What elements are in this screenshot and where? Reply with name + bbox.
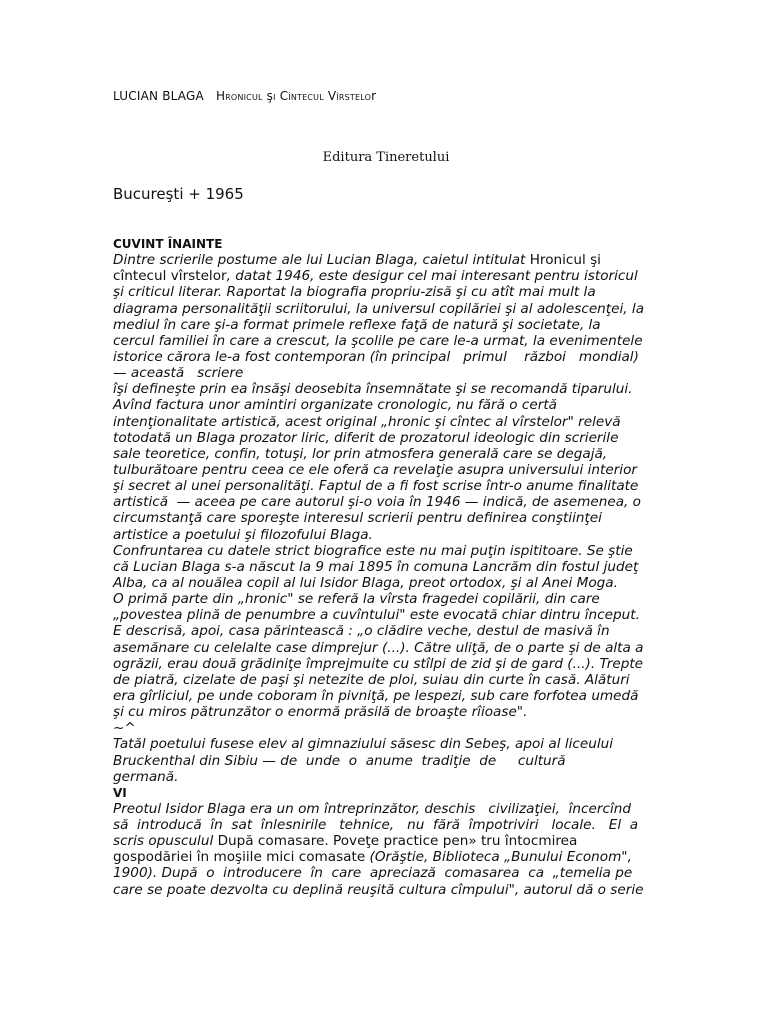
text-line xyxy=(113,720,657,736)
text-segment: Tatăl poetului fusese elev al gimnaziului săsesc din Sebeş, apoi al liceului xyxy=(113,736,613,753)
text-line xyxy=(113,640,657,656)
text-line xyxy=(113,865,657,881)
text-line xyxy=(113,833,657,849)
book-title xyxy=(216,89,376,103)
text-segment: Avînd factura unor amintiri organizate cronologic, nu fără o certă xyxy=(113,397,557,414)
text-line xyxy=(113,397,657,413)
text-segment: — această scriere xyxy=(113,365,244,382)
text-segment: artistice a poetului şi filozofului Blaga. xyxy=(113,526,373,543)
place-and-year: Bucureşti + 1965 xyxy=(113,185,244,203)
text-line xyxy=(113,736,657,752)
title-part: RONICUL xyxy=(225,93,263,102)
text-line xyxy=(113,785,657,801)
text-line xyxy=(113,559,657,575)
text-segment: că Lucian Blaga s-a născut la 9 mai 1895 în comuna Lancrăm din fostul judeţ xyxy=(113,558,639,575)
text-segment: După comasare. Poveţe practice pen» tru întocmirea xyxy=(217,833,578,850)
text-line xyxy=(113,607,657,623)
text-segment: Dintre scrierile postume ale lui Lucian Blaga, caietul intitulat xyxy=(113,252,530,269)
text-line xyxy=(113,591,657,607)
text-line xyxy=(113,236,657,252)
text-line xyxy=(113,317,657,333)
text-line xyxy=(113,252,657,268)
text-segment: mediul în care şi-a format primele reflexe faţă de natură şi societate, la xyxy=(113,316,601,333)
text-segment: Confruntarea cu datele strict biografice este nu mai puţin ispititoare. Se ştie xyxy=(113,542,633,559)
text-segment: şi criticul literar. Raportat la biografia propriu-zisă şi cu atît mai mult la xyxy=(113,284,596,301)
text-line xyxy=(113,672,657,688)
title-part: H xyxy=(215,89,226,103)
text-segment: artistică — aceea pe care autorul şi-o voia în 1946 — indică, de asemenea, o xyxy=(113,494,641,511)
text-segment: 1900). După o introducere în care apreciază comasarea ca „temelia pe xyxy=(113,865,633,882)
text-segment: de piatră, cizelate de paşi şi netezite de ploi, suiau din curte în casă. Alături xyxy=(113,671,630,688)
text-line xyxy=(113,349,657,365)
publisher: Editura Tineretului xyxy=(322,150,450,165)
text-segment: O primă parte din „hronic" se referă la vîrsta fragedei copilării, din care xyxy=(113,591,600,608)
text-line xyxy=(113,623,657,639)
title-part: I xyxy=(273,93,276,102)
text-segment: germană. xyxy=(113,768,179,785)
text-line xyxy=(113,849,657,865)
text-line xyxy=(113,817,657,833)
text-segment: , datat 1946, este desigur cel mai interesant pentru istoricul xyxy=(226,268,638,285)
text-segment: VI xyxy=(113,785,127,800)
text-line xyxy=(113,753,657,769)
text-line xyxy=(113,543,657,559)
text-line xyxy=(113,414,657,430)
text-segment: ogrăzii, erau două grădiniţe împrejmuite cu stîlpi de zid şi de gard (...). Trepte xyxy=(113,655,644,672)
book-header xyxy=(113,89,376,103)
text-segment: totodată un Blaga prozator liric, diferit de prozatorul ideologic din scrierile xyxy=(113,429,619,446)
body-text xyxy=(113,236,657,898)
text-segment: diagrama personalităţii scriitorului, la universul copilăriei şi al adolescenţei, la xyxy=(113,300,645,317)
text-line xyxy=(113,365,657,381)
text-line xyxy=(113,478,657,494)
text-segment: (Orăştie, Biblioteca „Bunului Econom", xyxy=(369,849,632,866)
text-line xyxy=(113,656,657,672)
text-line xyxy=(113,494,657,510)
text-line xyxy=(113,301,657,317)
text-segment: sale teoretice, confin, totuşi, lor prin atmosfera generală care se degajă, xyxy=(113,445,608,462)
title-part: ÎRSTELO xyxy=(336,93,372,102)
text-line xyxy=(113,510,657,526)
text-line xyxy=(113,769,657,785)
text-line xyxy=(113,527,657,543)
text-segment: Alba, ca al nouălea copil al lui Isidor Blaga, preot ortodox, şi al Anei Moga. xyxy=(113,574,618,591)
text-line xyxy=(113,268,657,284)
text-segment: intenţionalitate artistică, acest original „hronic şi cîntec al vîrstelor" relevă xyxy=(113,413,621,430)
text-segment: să introducă în sat înlesnirile tehnice, nu fără împotriviri locale. El a xyxy=(113,817,639,834)
text-line xyxy=(113,801,657,817)
title-part: ş xyxy=(262,89,274,103)
text-segment: istorice cărora le-a fost contemporan (în principal primul război mondial) xyxy=(113,348,639,365)
text-segment: tulburătoare pentru ceea ce ele oferă ca revelaţie asupra universului interior xyxy=(113,461,637,478)
text-segment: cercul familiei în care a crescut, la şcolile pe care le-a urmat, la evenimentele xyxy=(113,332,643,349)
text-segment: scris opusculul xyxy=(113,833,218,850)
text-segment: E descrisă, apoi, casa părintească : „o clădire veche, destul de masivă în xyxy=(113,623,610,640)
text-line xyxy=(113,704,657,720)
text-segment: era gîrliciul, pe unde coboram în pivniţă, pe lespezi, sub care forfotea umedă xyxy=(113,687,639,704)
text-segment: şi secret al unei personalităţi. Faptul de a fi fost scrise într-o anume finalitate xyxy=(113,478,639,495)
text-line xyxy=(113,575,657,591)
text-line xyxy=(113,284,657,300)
text-segment: asemănare cu celelalte case dimprejur (...). Către uliţă, de o parte şi de alta a xyxy=(113,639,644,656)
text-segment: Bruckenthal din Sibiu — de unde o anume tradiţie de cultură xyxy=(113,752,566,769)
text-line xyxy=(113,882,657,898)
text-line xyxy=(113,462,657,478)
title-part: r xyxy=(371,89,377,103)
text-segment: şi cu miros pătrunzător o enormă prăsilă de broaşte rîioase". xyxy=(113,704,528,721)
text-segment: Preotul Isidor Blaga era un om întreprinzător, deschis civilizaţiei, încercînd xyxy=(113,800,631,817)
text-line xyxy=(113,430,657,446)
text-line xyxy=(113,688,657,704)
text-segment: Hronicul şi xyxy=(529,252,601,269)
text-line xyxy=(113,446,657,462)
text-segment: circumstanţă care sporeşte interesul scrierii pentru definirea conştiinţei xyxy=(113,510,602,527)
title-part: C xyxy=(275,89,289,103)
text-line xyxy=(113,381,657,397)
text-segment: gospodăriei în moşiile mici comasate xyxy=(113,849,370,866)
title-part: V xyxy=(323,89,337,103)
title-part: ÎNTECUL xyxy=(288,93,324,102)
text-line xyxy=(113,333,657,349)
author-name: LUCIAN BLAGA xyxy=(113,89,204,103)
text-segment: „povestea plină de penumbre a cuvîntului" este evocată chiar dintru început. xyxy=(113,607,640,624)
text-segment: ~^ xyxy=(113,720,136,737)
text-segment: îşi defineşte prin ea însăşi deosebita însemnătate şi se recomandă tiparului. xyxy=(113,381,633,398)
text-segment: care se poate dezvolta cu deplină reuşită cultura cîmpului", autorul dă o serie xyxy=(113,881,644,898)
text-segment: cîntecul vîrstelor xyxy=(113,268,227,285)
text-segment: CUVINT ÎNAINTE xyxy=(113,237,223,251)
